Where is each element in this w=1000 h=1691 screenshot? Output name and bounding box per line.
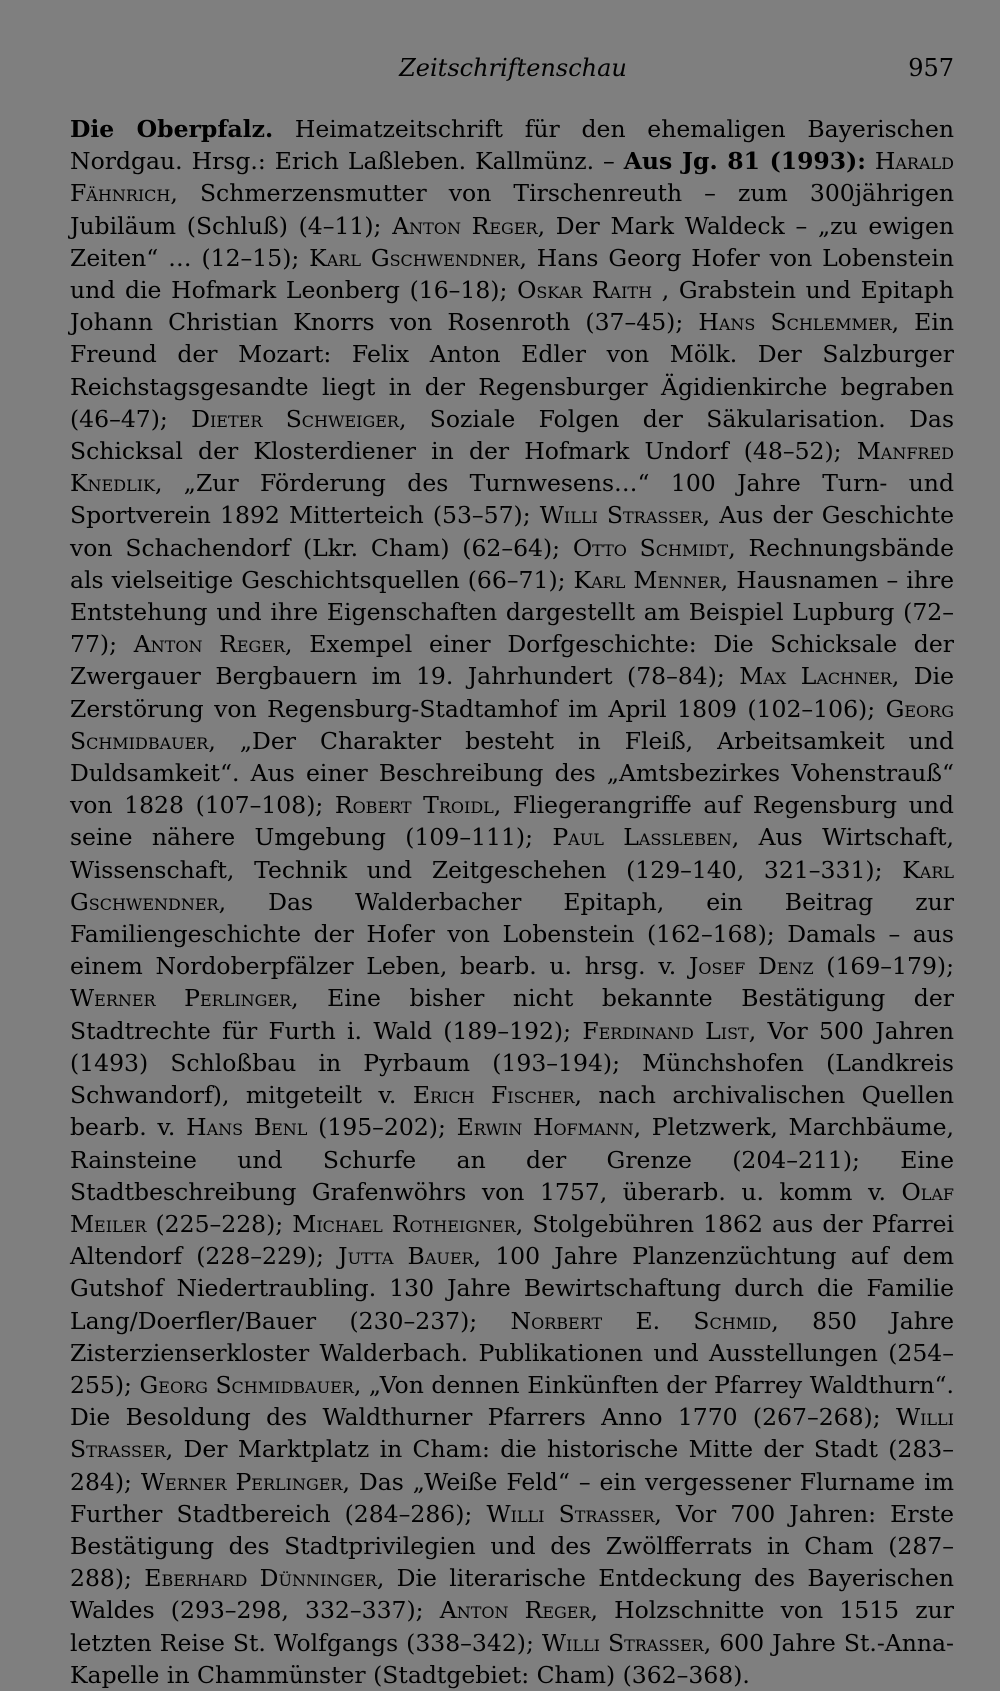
- article-text: , Vor 700 Jahren: Erste Bestätigung des Stadtprivilegien und des Zwölfferrats in Cham (287–288);: [70, 1499, 954, 1593]
- article-text: , Der Mark Waldeck – „zu ewigen Zeiten“ … (12–15);: [70, 211, 954, 272]
- article-text: , Pletzwerk, Marchbäume, Rainsteine und Schurfe an der Grenze (204–211); Eine Stadtbeschreibung Grafenwöhrs von 1757, überarb. u. komm v.: [70, 1113, 955, 1206]
- journal-entry: [70, 113, 954, 1691]
- article-author: Manfred Knedlik: [70, 437, 954, 498]
- article-author: Erwin Hofmann: [456, 1113, 634, 1142]
- article-author: Hans Benl: [186, 1113, 308, 1142]
- article-author: Michael Rotheigner: [292, 1209, 516, 1238]
- article-text: , Vor 500 Jahren (1493) Schloßbau in Pyrbaum (193–194); Münchshofen (Landkreis Schwandorf), mitgeteilt v.: [70, 1016, 954, 1110]
- article-author: Anton Reger: [392, 211, 538, 240]
- article-author: Jutta Bauer: [338, 1242, 474, 1271]
- article-author: Hans Schlemmer: [698, 308, 892, 337]
- article-text: , Die Zerstörung von Regensburg-Stadtamhof im April 1809 (102–106);: [70, 662, 954, 723]
- article-author: Willi Strasser: [539, 501, 703, 530]
- article-text: , Holzschnitte von 1515 zur letzten Reise St. Wolfgangs (338–342);: [70, 1596, 954, 1657]
- article-text: , Eine bisher nicht bekannte Bestätigung der Stadtrechte für Furth i. Wald (189–192);: [70, 984, 954, 1045]
- article-author: Anton Reger: [439, 1596, 591, 1625]
- article-text: , Das Walderbacher Epitaph, ein Beitrag zur Familiengeschichte der Hofer von Lobenstein (162–168); Damals – aus einem Nordoberpfälzer Leben, bearb. u. hrsg. v.: [70, 887, 954, 981]
- article-text: , Exempel einer Dorfgeschichte: Die Schicksale der Zwergauer Bergbauern im 19. Jahrhundert (78–84);: [70, 630, 954, 691]
- article-author: Willi Strasser: [541, 1628, 704, 1657]
- article-text: , Rechnungsbände als vielseitige Geschichtsquellen (66–71);: [70, 533, 954, 594]
- article-text: , 600 Jahre St.-Anna-Kapelle in Chammünster (Stadtgebiet: Cham) (362–368).: [70, 1628, 954, 1689]
- article-text: , 850 Jahre Zisterzienserkloster Walderbach. Publikationen und Ausstellungen (254–255);: [70, 1306, 954, 1399]
- page-number: 957: [908, 54, 954, 82]
- article-author: Anton Reger: [133, 630, 286, 659]
- article-author: Robert Troidl: [334, 791, 494, 820]
- article-text: , „Zur Förderung des Turnwesens…“ 100 Jahre Turn- und Sportverein 1892 Mitterteich (53–57);: [70, 469, 954, 530]
- article-author: Ferdinand List: [582, 1016, 749, 1045]
- article-text: , Aus der Geschichte von Schachendorf (Lkr. Cham) (62–64);: [70, 501, 954, 562]
- article-text: , Die literarische Entdeckung des Bayerischen Waldes (293–298, 332–337);: [70, 1564, 954, 1625]
- article-author: Werner Perlinger: [70, 984, 292, 1013]
- article-text: , Ein Freund der Mozart: Felix Anton Edler von Mölk. Der Salzburger Reichstagsgesandte liegt in der Regensburger Ägidienkirche begraben (46–47);: [70, 308, 954, 433]
- article-text: , nach archivalischen Quellen bearb. v.: [70, 1081, 954, 1142]
- article-text: , Der Marktplatz in Cham: die historische Mitte der Stadt (283–284);: [70, 1435, 954, 1496]
- article-author: Harald Fähnrich: [70, 147, 954, 208]
- article-author: Werner Perlinger: [140, 1467, 343, 1496]
- article-author: Paul Lassleben: [552, 823, 732, 852]
- article-author: Norbert E. Schmid: [510, 1306, 772, 1335]
- article-author: Willi Strasser: [486, 1499, 655, 1528]
- article-author: Max Lachner: [739, 662, 892, 691]
- article-author: Karl Gschwendner: [70, 855, 954, 916]
- article-author: Dieter Schweiger: [191, 404, 399, 433]
- article-author: Josef Denz: [688, 952, 814, 981]
- journal-title: Die Oberpfalz.: [70, 115, 274, 143]
- article-text: , Fliegerangriffe auf Regensburg und seine nähere Umgebung (109–111);: [70, 791, 954, 852]
- article-author: Karl Menner: [573, 565, 721, 594]
- article-text: , Stolgebühren 1862 aus der Pfarrei Altendorf (228–229);: [70, 1209, 954, 1271]
- journal-volume: Aus Jg. 81 (1993):: [623, 147, 866, 176]
- article-author: Georg Schmidbauer: [139, 1370, 354, 1399]
- article-text: , Soziale Folgen der Säkularisation. Das Schicksal der Klosterdiener in der Hofmark Undorf (48–52);: [70, 404, 955, 466]
- article-author: Karl Gschwendner: [309, 243, 520, 272]
- article-text: (225–228);: [146, 1209, 293, 1238]
- page-header: [72, 52, 954, 92]
- article-author: Erich Fischer: [412, 1081, 575, 1110]
- article-text: , Das „Weiße Feld“ – ein vergessener Flurname im Further Stadtbereich (284–286);: [70, 1467, 954, 1528]
- article-author: Olaf Meiler: [70, 1177, 954, 1238]
- article-text: , Schmerzensmutter von Tirschenreuth – zum 300jährigen Jubiläum (Schluß) (4–11);: [70, 179, 954, 240]
- running-title: Zeitschriftenschau: [399, 54, 627, 82]
- article-author: Otto Schmidt: [572, 533, 729, 562]
- article-text: (169–179);: [813, 952, 954, 981]
- article-text: , Hausnamen – ihre Entstehung und ihre Eigenschaften dargestellt am Beispiel Lupburg (72–77);: [70, 565, 954, 659]
- article-author: Oskar Raith: [517, 276, 653, 305]
- article-text: , 100 Jahre Planzenzüchtung auf dem Gutshof Niedertraubling. 130 Jahre Bewirtschaftung durch die Familie Lang/Doerfler/Bauer (230–237);: [70, 1242, 955, 1335]
- article-text: , Hans Georg Hofer von Lobenstein und die Hofmark Leonberg (16–18);: [70, 243, 954, 305]
- article-author: Willi Strasser: [70, 1403, 954, 1464]
- article-text: , Grabstein und Epitaph Johann Christian Knorrs von Rosenroth (37–45);: [70, 276, 954, 337]
- article-text: (195–202);: [307, 1113, 457, 1142]
- journal-description: Heimatzeitschrift für den ehemaligen Bayerischen Nordgau. Hrsg.: Erich Laßleben. Kallmünz. –: [70, 115, 954, 176]
- article-author: Georg Schmidbauer: [70, 694, 954, 755]
- article-list: [70, 147, 954, 1689]
- article-author: Eberhard Dünninger: [144, 1564, 377, 1593]
- article-text: , „Der Charakter besteht in Fleiß, Arbeitsamkeit und Duldsamkeit“. Aus einer Beschreibung des „Amtsbezirkes Vohenstrauß“ von 1828 (107–108);: [70, 726, 954, 820]
- article-text: , Aus Wirtschaft, Wissenschaft, Technik und Zeitgeschehen (129–140, 321–331);: [70, 823, 954, 884]
- article-text: , „Von dennen Einkünften der Pfarrey Waldthurn“. Die Besoldung des Waldthurner Pfarrers Anno 1770 (267–268);: [70, 1370, 954, 1432]
